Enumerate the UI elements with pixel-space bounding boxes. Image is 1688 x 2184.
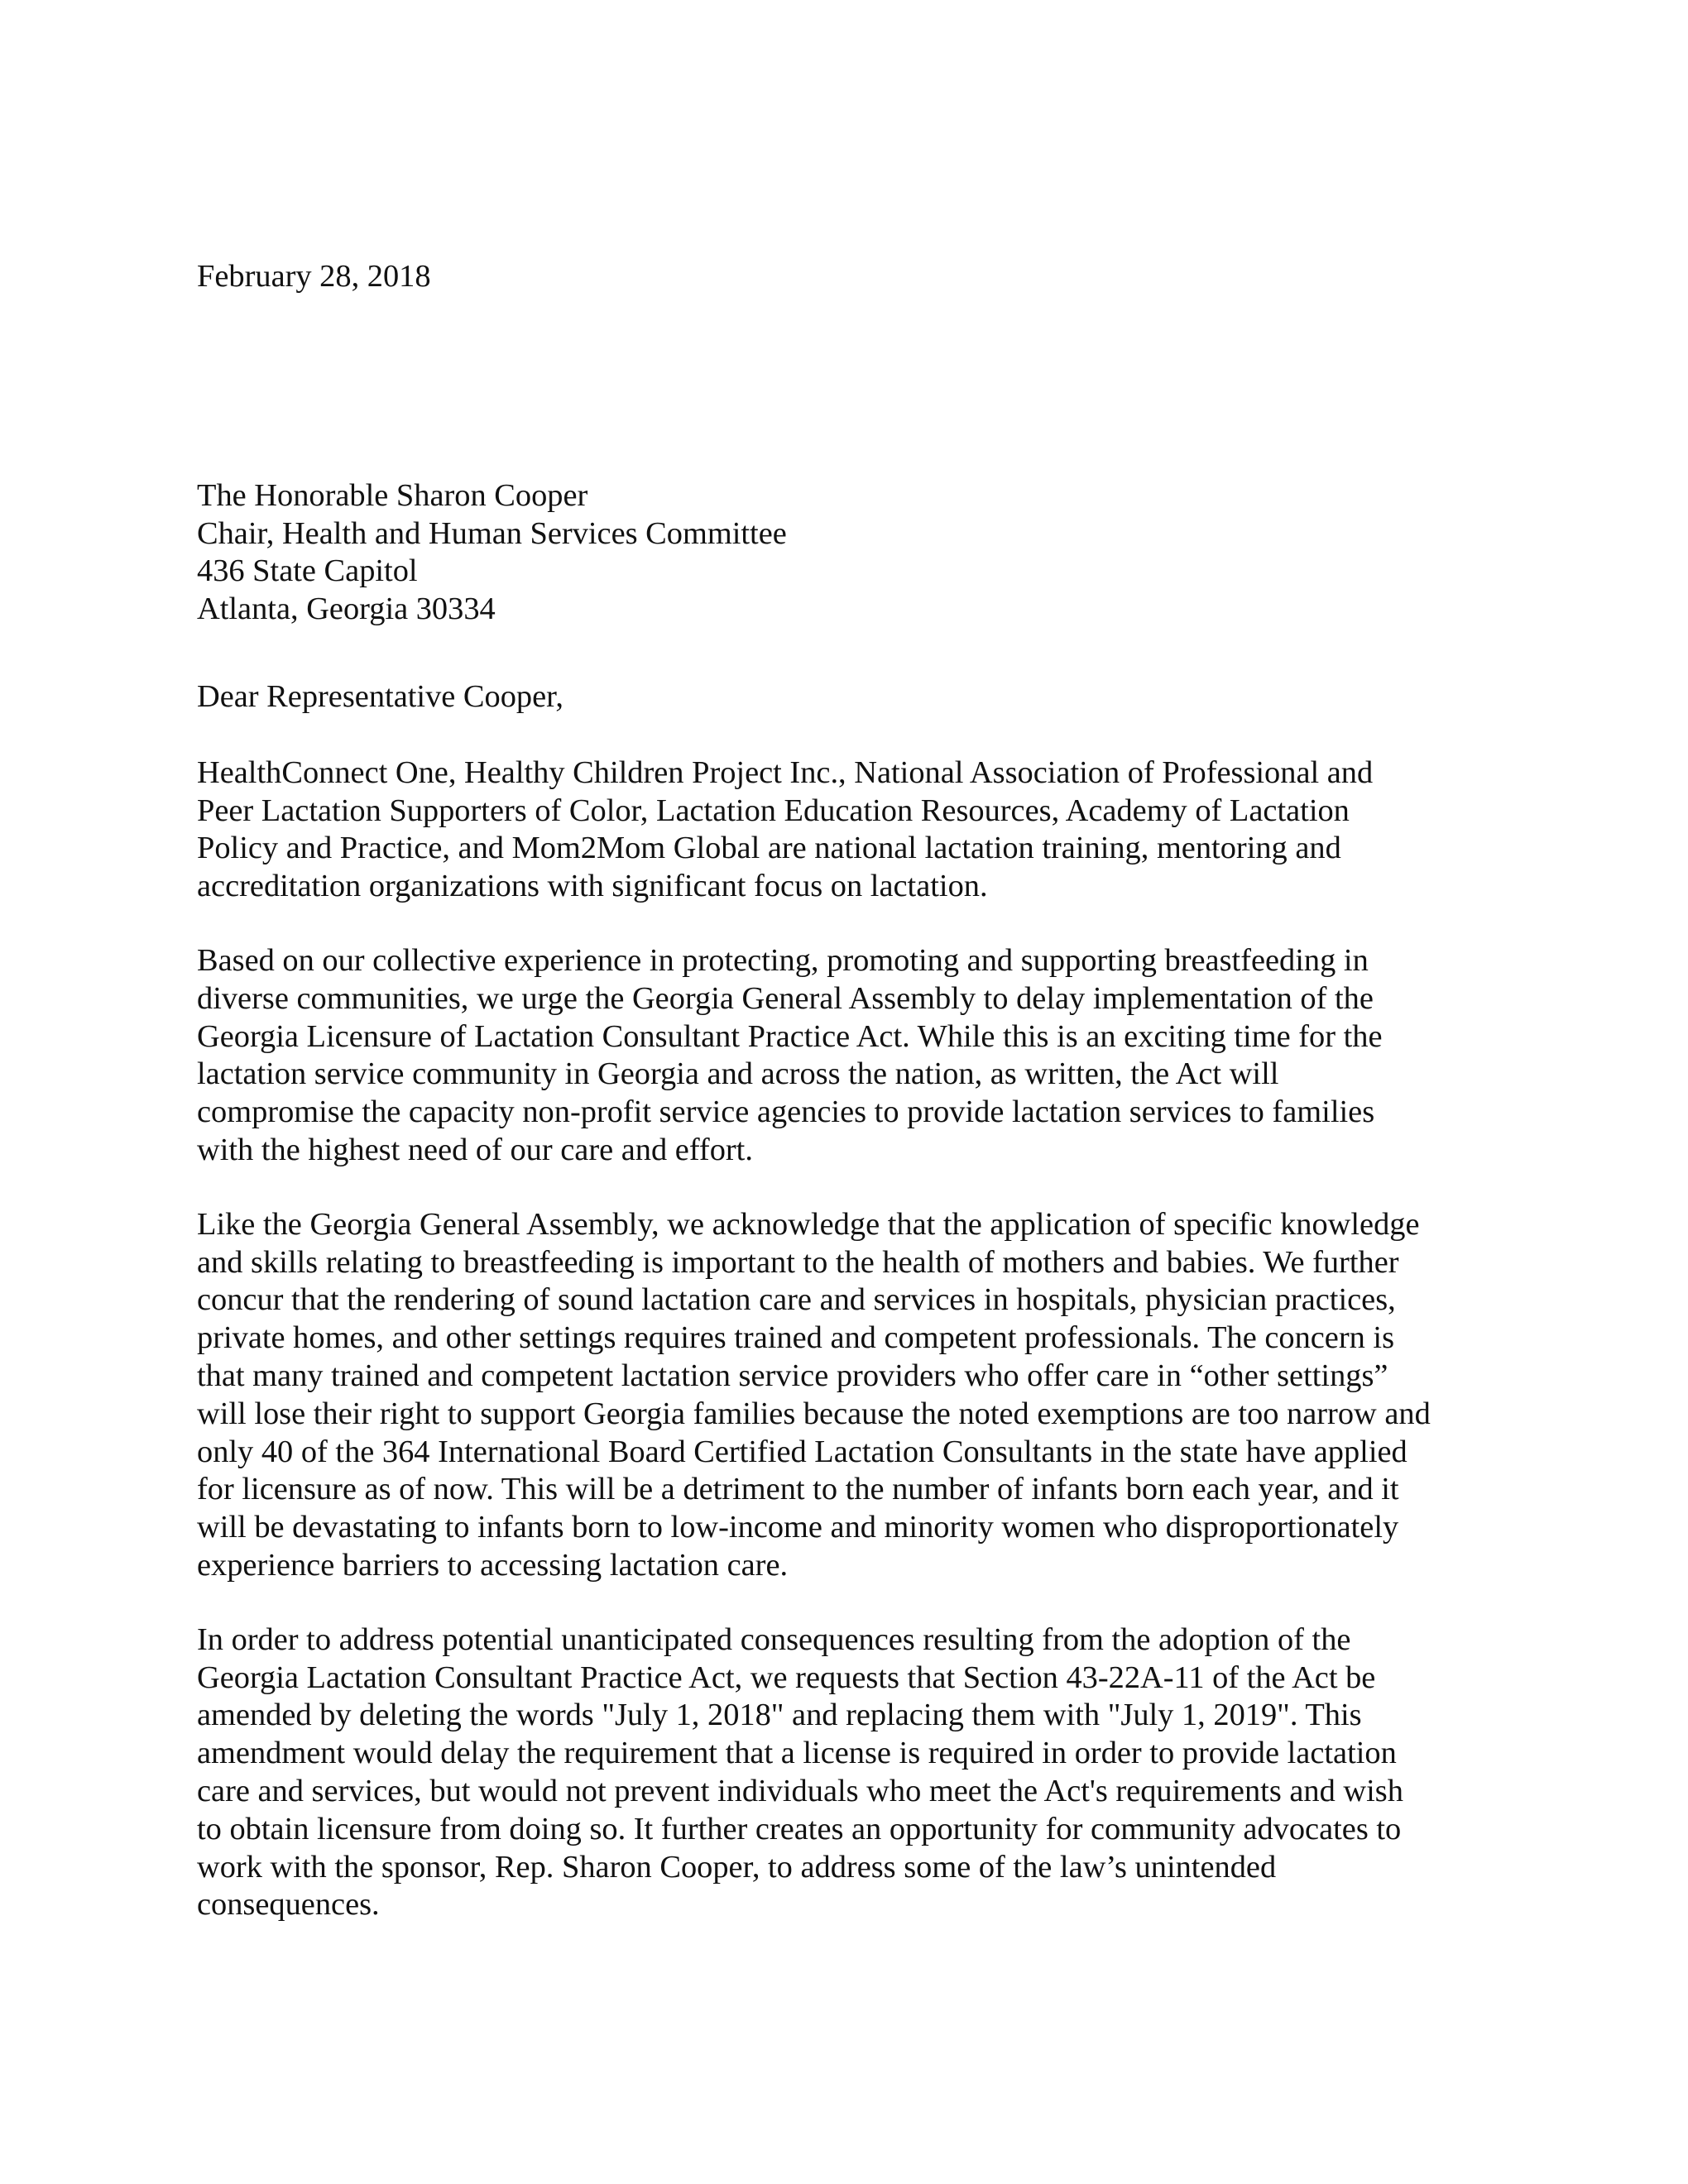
salutation: Dear Representative Cooper, [197,678,563,714]
paragraph-line: Based on our collective experience in protecting, promoting and supporting breastfeeding in [197,942,1369,978]
paragraph-line: with the highest need of our care and effort. [197,1132,753,1167]
paragraph-organizations [197,754,1500,906]
paragraph-line: Like the Georgia General Assembly, we acknowledge that the application of specific knowledge [197,1206,1420,1242]
paragraph-line: diverse communities, we urge the Georgia General Assembly to delay implementation of the [197,980,1374,1016]
recipient-title: Chair, Health and Human Services Committee [197,515,787,551]
recipient-city: Atlanta, Georgia 30334 [197,592,496,627]
paragraph-concern [197,1206,1500,1585]
paragraph-line: to obtain licensure from doing so. It further creates an opportunity for community advocates to [197,1811,1402,1846]
paragraph-line: consequences. [197,1887,380,1923]
paragraph-line: lactation service community in Georgia and across the nation, as written, the Act will [197,1056,1279,1092]
paragraph-line: only 40 of the 364 International Board Certified Lactation Consultants in the state have applied [197,1434,1407,1469]
paragraph-line: HealthConnect One, Healthy Children Project Inc., National Association of Professional and [197,754,1374,790]
paragraph-line: private homes, and other settings requires trained and competent professionals. The concern is [197,1320,1395,1356]
paragraph-line: and skills relating to breastfeeding is important to the health of mothers and babies. We further [197,1244,1399,1280]
paragraph-line: work with the sponsor, Rep. Sharon Cooper, to address some of the law’s unintended [197,1849,1277,1885]
paragraph-line: amendment would delay the requirement that a license is required in order to provide lactation [197,1736,1397,1771]
recipient-street: 436 State Capitol [197,553,418,589]
paragraph-line: experience barriers to accessing lactation care. [197,1547,789,1583]
paragraph-line: In order to address potential unanticipated consequences resulting from the adoption of the [197,1621,1351,1657]
paragraph-line: accreditation organizations with significant focus on lactation. [197,869,988,904]
paragraph-line: amended by deleting the words "July 1, 2018" and replacing them with "July 1, 2019". This [197,1698,1362,1733]
paragraph-line: Georgia Licensure of Lactation Consultant Practice Act. While this is an exciting time for the [197,1018,1383,1054]
recipient-address [197,477,1500,629]
paragraph-line: that many trained and competent lactation service providers who offer care in “other settings” [197,1358,1388,1393]
paragraph-amendment [197,1621,1500,1924]
paragraph-request-delay [197,942,1500,1170]
paragraph-line: will lose their right to support Georgia families because the noted exemptions are too narrow and [197,1396,1431,1431]
paragraph-line: for licensure as of now. This will be a detriment to the number of infants born each year, and it [197,1472,1399,1507]
recipient-name: The Honorable Sharon Cooper [197,477,588,513]
paragraph-line: care and services, but would not prevent individuals who meet the Act's requirements and wish [197,1773,1403,1808]
paragraph-line: compromise the capacity non-profit service agencies to provide lactation services to families [197,1094,1375,1130]
letter-date: February 28, 2018 [197,259,431,294]
paragraph-line: Policy and Practice, and Mom2Mom Global are national lactation training, mentoring and [197,831,1341,866]
paragraph-line: will be devastating to infants born to low-income and minority women who disproportionately [197,1510,1399,1545]
paragraph-line: Georgia Lactation Consultant Practice Act, we requests that Section 43-22A-11 of the Act be [197,1660,1376,1695]
letter-body [197,258,1500,1924]
paragraph-line: Peer Lactation Supporters of Color, Lactation Education Resources, Academy of Lactation [197,793,1350,828]
paragraph-line: concur that the rendering of sound lactation care and services in hospitals, physician practices, [197,1282,1396,1318]
